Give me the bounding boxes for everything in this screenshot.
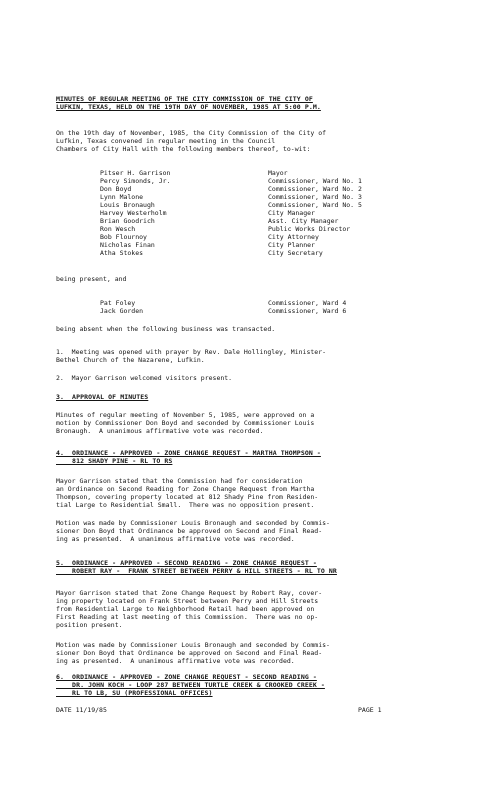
item-4-body2-line-2: sioner Don Boyd that Ordinance be approved on Second and Final Read- — [56, 527, 323, 535]
member-title: City Secretary — [268, 249, 323, 257]
minutes-title-line-1: MINUTES OF REGULAR MEETING OF THE CITY COMMISSION OF THE CITY OF — [56, 95, 313, 103]
member-name: Don Boyd — [100, 185, 132, 193]
item-4-heading-line-2: 812 SHADY PINE - RL TO RS — [56, 457, 173, 465]
item-4-heading-line-1: 4. ORDINANCE - APPROVED - ZONE CHANGE REQUEST - MARTHA THOMPSON - — [56, 449, 321, 457]
item-2-line: 2. Mayor Garrison welcomed visitors present. — [56, 374, 233, 382]
item-3-heading: 3. APPROVAL OF MINUTES — [56, 393, 149, 401]
item-1-line-2: Bethel Church of the Nazarene, Lufkin. — [56, 356, 205, 364]
item-4-body1-line-4: tial Large to Residential Small. There was no opposition present. — [56, 501, 315, 509]
item-3-body-line-3: Bronaugh. A unanimous affirmative vote was recorded. — [56, 427, 264, 435]
member-name: Atha Stokes — [100, 249, 144, 257]
member-name: Lynn Malone — [100, 193, 144, 201]
item-5-body1-line-3: from Residential Large to Neighborhood Retail had been approved on — [56, 605, 315, 613]
item-5-body1-line-1: Mayor Garrison stated that Zone Change Request by Robert Ray, cover- — [56, 589, 323, 597]
item-4-body1-line-2: an Ordinance on Second Reading for Zone Change Request from Martha — [56, 485, 315, 493]
minutes-title-line-2: LUFKIN, TEXAS, HELD ON THE 19TH DAY OF NOVEMBER, 1985 AT 5:00 P.M. — [56, 103, 321, 111]
footer-date: DATE 11/19/85 — [56, 706, 107, 714]
item-3-body-line-2: motion by Commissioner Don Boyd and seconded by Commissioner Louis — [56, 419, 315, 427]
member-title: Asst. City Manager — [268, 217, 339, 225]
item-4-body1-line-1: Mayor Garrison stated that the Commission had for consideration — [56, 477, 303, 485]
member-name: Pitser H. Garrison — [100, 169, 171, 177]
item-6-heading-line-1: 6. ORDINANCE - APPROVED - ZONE CHANGE REQUEST - SECOND READING - — [56, 673, 317, 681]
item-5-body1-line-4: First Reading at last meeting of this Commission. There was no op- — [56, 613, 319, 621]
member-title: City Attorney — [268, 233, 319, 241]
member-title: Commissioner, Ward No. 5 — [268, 201, 362, 209]
member-title: City Manager — [268, 209, 315, 217]
item-5-body2-line-2: sioner Don Boyd that Ordinance be approved on Second and Final Read- — [56, 649, 323, 657]
item-5-body2-line-3: ing as presented. A unanimous affirmative vote was recorded. — [56, 657, 295, 665]
member-name: Ron Wesch — [100, 225, 136, 233]
member-title: Commissioner, Ward 6 — [268, 307, 347, 315]
member-title: Public Works Director — [268, 225, 351, 233]
member-title: Commissioner, Ward No. 2 — [268, 185, 362, 193]
member-name: Jack Gorden — [100, 307, 144, 315]
member-name: Bob Flournoy — [100, 233, 147, 241]
intro-line-3: Chambers of City Hall with the following members thereof, to-wit: — [56, 145, 311, 153]
member-name: Brian Goodrich — [100, 217, 155, 225]
intro-line-2: Lufkin, Texas convened in regular meeting in the Council — [56, 137, 276, 145]
being-absent-line: being absent when the following business was transacted. — [56, 325, 276, 333]
member-name: Percy Simonds, Jr. — [100, 177, 171, 185]
item-5-heading-line-2: ROBERT RAY - FRANK STREET BETWEEN PERRY & HILL STREETS - RL TO NR — [56, 567, 337, 575]
member-title: Mayor — [268, 169, 288, 177]
member-name: Louis Bronaugh — [100, 201, 155, 209]
item-6-heading-line-2: DR. JOHN KOCH - LOOP 287 BETWEEN TURTLE CREEK & CROOKED CREEK - — [56, 681, 325, 689]
item-4-body1-line-3: Thompson, covering property located at 812 Shady Pine from Residen- — [56, 493, 319, 501]
item-4-body2-line-3: ing as presented. A unanimous affirmative vote was recorded. — [56, 535, 295, 543]
item-5-body2-line-1: Motion was made by Commissioner Louis Bronaugh and seconded by Commis- — [56, 641, 330, 649]
member-name: Nicholas Finan — [100, 241, 155, 249]
footer-page-number: PAGE 1 — [358, 706, 382, 714]
member-title: Commissioner, Ward No. 1 — [268, 177, 362, 185]
being-present-line: being present, and — [56, 275, 127, 283]
member-name: Harvey Westerholm — [100, 209, 167, 217]
item-5-heading-line-1: 5. ORDINANCE - APPROVED - SECOND READING - ZONE CHANGE REQUEST - — [56, 559, 317, 567]
member-title: City Planner — [268, 241, 315, 249]
member-name: Pat Foley — [100, 299, 136, 307]
member-title: Commissioner, Ward 4 — [268, 299, 347, 307]
item-3-body-line-1: Minutes of regular meeting of November 5, 1985, were approved on a — [56, 411, 315, 419]
intro-line-1: On the 19th day of November, 1985, the City Commission of the City of — [56, 129, 327, 137]
member-title: Commissioner, Ward No. 3 — [268, 193, 362, 201]
item-1-line-1: 1. Meeting was opened with prayer by Rev. Dale Hollingley, Minister- — [56, 348, 327, 356]
item-5-body1-line-2: ing property located on Frank Street between Perry and Hill Streets — [56, 597, 319, 605]
item-4-body2-line-1: Motion was made by Commissioner Louis Bronaugh and seconded by Commis- — [56, 519, 330, 527]
item-6-heading-line-3: RL TO LB, SU (PROFESSIONAL OFFICES) — [56, 689, 213, 697]
item-5-body1-line-5: position present. — [56, 621, 123, 629]
